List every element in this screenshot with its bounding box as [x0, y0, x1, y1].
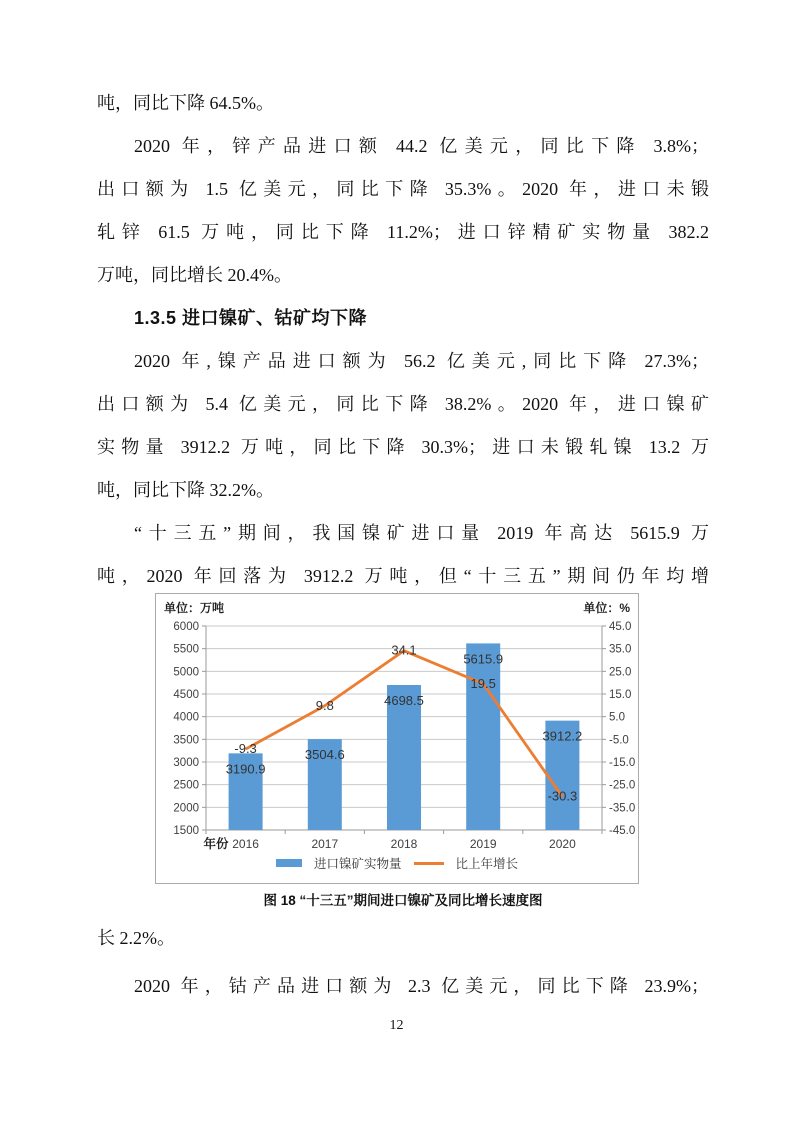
- right-axis-tick-label: -45.0: [609, 825, 636, 837]
- x-axis-category-label: 2017: [311, 837, 339, 851]
- bar-value-label: 5615.9: [463, 651, 504, 667]
- text-line: 吨，2020 年回落为 3912.2 万吨，但“十三五”期间仍年均增: [97, 566, 709, 586]
- text-line: 出口额为 1.5 亿美元，同比下降 35.3%。2020 年，进口未锻: [97, 179, 709, 199]
- legend-bar-swatch: [276, 859, 302, 867]
- left-axis-unit-label: 单位：万吨: [164, 601, 225, 615]
- text-line: 轧锌 61.5 万吨，同比下降 11.2%；进口锌精矿实物量 382.2: [97, 222, 709, 242]
- x-axis-category-label: 2020: [549, 837, 576, 851]
- right-axis-tick-label: -15.0: [609, 757, 636, 769]
- right-axis-tick-label: -35.0: [609, 802, 636, 815]
- bar-2019: [466, 643, 500, 830]
- left-axis-tick-label: 3500: [173, 734, 199, 747]
- text-line: 2020 年,镍产品进口额为 56.2 亿美元,同比下降 27.3%；: [134, 351, 709, 371]
- right-axis-tick-label: -25.0: [609, 779, 636, 792]
- right-axis-tick-label: 45.0: [609, 621, 632, 633]
- figure-caption: 图 18 “十三五”期间进口镍矿及同比增长速度图: [263, 893, 543, 908]
- text-line: 2020 年，钴产品进口额为 2.3 亿美元，同比下降 23.9%；: [134, 976, 709, 996]
- nickel-import-chart: [155, 593, 639, 884]
- line-value-label: 19.5: [470, 675, 496, 691]
- bar-value-label: 3504.6: [304, 747, 345, 763]
- bar-value-label: 4698.5: [384, 693, 424, 709]
- left-axis-tick-label: 6000: [173, 621, 199, 633]
- left-axis-tick-label: 3000: [173, 757, 199, 769]
- chart-legend: [156, 854, 638, 872]
- left-axis-tick-label: 4000: [173, 711, 199, 724]
- left-axis-tick-label: 5000: [173, 666, 199, 679]
- text-line: “十三五”期间，我国镍矿进口量 2019 年高达 5615.9 万: [134, 523, 709, 543]
- legend-bar-label: 进口镍矿实物量: [313, 857, 402, 871]
- x-axis-title: 年份: [203, 837, 229, 851]
- text-line: 吨，同比下降 32.2%。: [97, 480, 274, 500]
- right-axis-unit-label: 单位：%: [583, 601, 630, 615]
- right-axis-tick-label: 5.0: [609, 711, 625, 724]
- left-axis-tick-label: 5500: [173, 643, 199, 656]
- legend-line-label: 比上年增长: [455, 857, 519, 871]
- left-axis-tick-label: 1500: [173, 825, 199, 837]
- bar-value-label: 3912.2: [542, 728, 583, 744]
- right-axis-tick-label: 25.0: [609, 666, 632, 679]
- text-line: 万吨，同比增长 20.4%。: [97, 265, 292, 285]
- text-line: 2020 年，锌产品进口额 44.2 亿美元，同比下降 3.8%；: [134, 136, 709, 156]
- bar-value-label: 3190.9: [225, 761, 266, 777]
- right-axis-tick-label: 35.0: [609, 643, 632, 656]
- text-line: 吨，同比下降 64.5%。: [97, 93, 274, 113]
- right-axis-tick-label: 15.0: [609, 689, 632, 701]
- left-axis-tick-label: 4500: [173, 689, 199, 701]
- left-axis-tick-label: 2500: [173, 779, 199, 792]
- text-line: 实物量 3912.2 万吨，同比下降 30.3%；进口未锻轧镍 13.2 万: [97, 437, 709, 457]
- left-axis-tick-label: 2000: [173, 802, 199, 815]
- page-number: 12: [389, 1018, 404, 1033]
- text-line: 出口额为 5.4 亿美元，同比下降 38.2%。2020 年，进口镍矿: [97, 394, 709, 414]
- x-axis-category-label: 2018: [390, 837, 418, 851]
- right-axis-tick-label: -5.0: [609, 734, 629, 747]
- chart-svg: [156, 594, 638, 883]
- legend-line-swatch: [414, 862, 444, 865]
- line-value-label: -30.3: [547, 788, 578, 804]
- section-heading: 1.3.5 进口镍矿、钴矿均下降: [134, 308, 368, 328]
- x-axis-category-label: 2016: [232, 837, 259, 851]
- line-value-label: 9.8: [315, 697, 334, 713]
- line-value-label: 34.1: [391, 642, 417, 658]
- x-axis-category-label: 2019: [469, 837, 497, 851]
- line-value-label: -9.3: [234, 741, 257, 757]
- body-text: [97, 82, 709, 598]
- text-line: 长 2.2%。: [97, 928, 175, 948]
